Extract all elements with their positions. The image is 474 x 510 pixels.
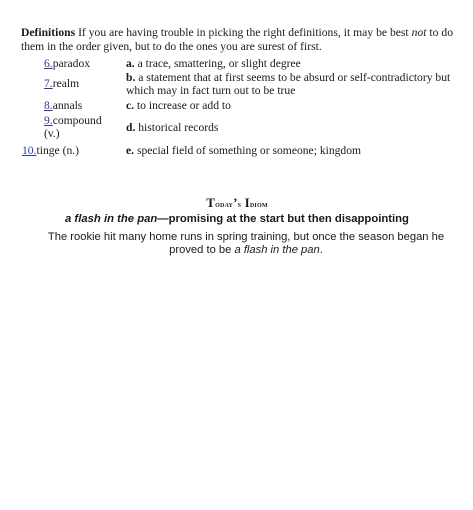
definition-text: a trace, smattering, or slight degree [134, 57, 301, 70]
definition-letter: b. [126, 71, 136, 84]
term-number-link[interactable]: 8. [44, 99, 53, 112]
term-word: annals [52, 99, 83, 112]
instructions-text-end: to do them in the order given, but to do the ones you are surest of first. [21, 25, 453, 53]
term [44, 114, 114, 140]
heading-cap-t: T [206, 195, 216, 210]
idiom-example [36, 231, 456, 257]
idiom-definition [0, 213, 474, 225]
term-word: compound (v.) [44, 114, 102, 140]
instructions-heading: Definitions [21, 25, 76, 39]
term-word: realm [52, 77, 80, 90]
term-number-link[interactable]: 6. [44, 57, 53, 70]
heading-small-caps: S [237, 203, 242, 209]
definition [126, 57, 456, 70]
definition [126, 144, 456, 157]
instructions-emphasis: not [411, 25, 427, 39]
definitions-instructions [21, 26, 453, 54]
heading-small-caps: DIOM [249, 203, 268, 209]
term-number-link[interactable]: 7. [44, 77, 53, 90]
idiom-heading [0, 195, 474, 211]
example-end: . [319, 244, 323, 256]
term [44, 99, 82, 112]
term [44, 77, 79, 90]
definition-letter: a. [126, 57, 135, 70]
term [22, 144, 79, 157]
definition-letter: d. [126, 121, 136, 134]
idiom-phrase: a flash in the pan [65, 213, 158, 225]
definition [126, 99, 456, 112]
definition-text: historical records [135, 121, 219, 134]
heading-apostrophe: ’ [233, 195, 238, 210]
instructions-text: If you are having trouble in picking the right definitions, it may be best [75, 25, 412, 39]
definition [126, 71, 456, 97]
term-number-link[interactable]: 9. [44, 114, 53, 127]
heading-small-caps: ODAY [215, 203, 234, 209]
term-word: tinge (n.) [36, 144, 79, 157]
definition-letter: c. [126, 99, 135, 112]
example-phrase: a flash in the pan [234, 244, 320, 256]
definition [126, 121, 456, 134]
example-text: The rookie hit many home runs in spring training, but once the season began he proved to be [47, 231, 445, 256]
definition-text: to increase or add to [134, 99, 231, 112]
heading-cap-i: I [244, 195, 250, 210]
term-number-link[interactable]: 10. [22, 144, 37, 157]
definition-text: a statement that at first seems to be absurd or self-contradictory but which may in fact turn out to be true [126, 71, 451, 97]
term-word: paradox [52, 57, 91, 70]
term [44, 57, 90, 70]
definition-letter: e. [126, 144, 135, 157]
idiom-meaning: —promising at the start but then disappointing [157, 213, 409, 225]
definition-text: special field of something or someone; kingdom [134, 144, 362, 157]
